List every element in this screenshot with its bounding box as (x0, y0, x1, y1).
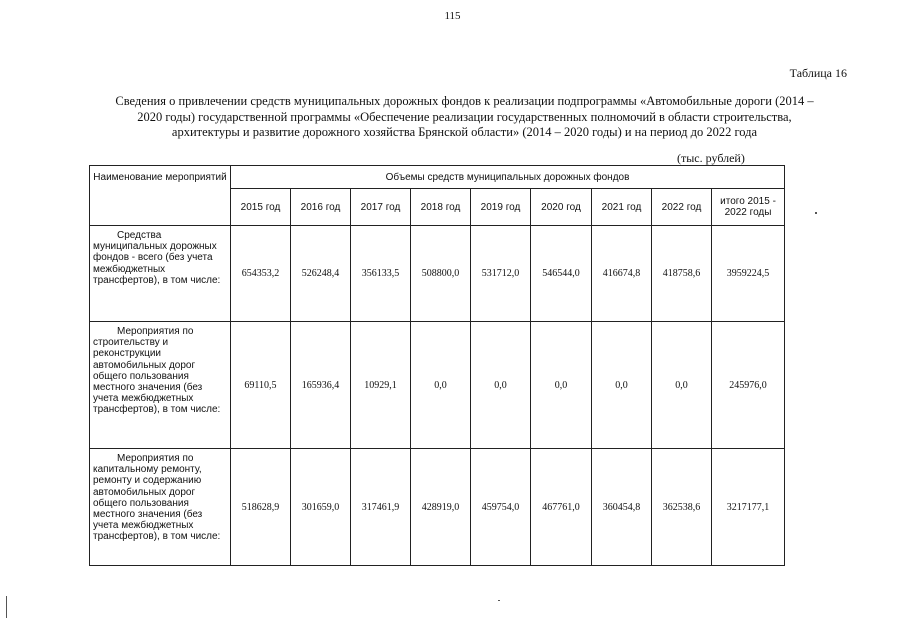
table-cell: 526248,4 (291, 226, 351, 322)
year-header: 2017 год (351, 189, 411, 226)
table-row (90, 226, 785, 322)
table-cell: 356133,5 (351, 226, 411, 322)
table-label: Таблица 16 (789, 66, 847, 80)
table-cell: 531712,0 (471, 226, 531, 322)
table-cell: 518628,9 (231, 449, 291, 566)
row-label (90, 449, 231, 566)
table-row (90, 449, 785, 566)
table-cell: 362538,6 (652, 449, 712, 566)
scan-mark (6, 596, 7, 618)
table-cell: 360454,8 (592, 449, 652, 566)
row-label-text: Средства муниципальных дорожных фондов - всего (без учета межбюджетных трансфертов), в том числе: (93, 230, 221, 286)
table-cell: 165936,4 (291, 322, 351, 449)
page-number: 115 (444, 10, 461, 22)
table-cell: 0,0 (531, 322, 592, 449)
table-cell: 301659,0 (291, 449, 351, 566)
row-label (90, 322, 231, 449)
total-header: итого 2015 - 2022 годы (712, 189, 785, 226)
table-cell: 428919,0 (411, 449, 471, 566)
document-title: Сведения о привлечении средств муниципальных дорожных фондов к реализации подпрограммы «Автомобильные дороги (2014 – 2020 годы) государственной программы «Обеспечение реализации государственных полномочий в области строительства, архитектуры и развитие дорожного хозяйства Брянской области» (2014 – 2020 годы) и на период до 2022 года (115, 94, 814, 139)
year-header: 2016 год (291, 189, 351, 226)
row-label (90, 226, 231, 322)
header-row-group (90, 166, 785, 189)
table-cell: 3217177,1 (712, 449, 785, 566)
table-cell: 546544,0 (531, 226, 592, 322)
scan-mark (498, 600, 500, 601)
table-cell: 416674,8 (592, 226, 652, 322)
year-header: 2015 год (231, 189, 291, 226)
table-cell: 245976,0 (712, 322, 785, 449)
table-cell: 317461,9 (351, 449, 411, 566)
table-cell: 459754,0 (471, 449, 531, 566)
funds-group-header: Объемы средств муниципальных дорожных фондов (231, 166, 785, 189)
row-label-text: Мероприятия по строительству и реконструкции автомобильных дорог общего пользования местного значения (без учета межбюджетных трансфертов), в том числе: (93, 326, 221, 416)
table-cell: 69110,5 (231, 322, 291, 449)
year-header: 2020 год (531, 189, 592, 226)
row-label-text: Мероприятия по капитальному ремонту, ремонту и содержанию автомобильных дорог общего пользования местного значения (без учета межбюджетных трансфертов), в том числе: (93, 453, 221, 543)
table-row (90, 322, 785, 449)
table-cell: 508800,0 (411, 226, 471, 322)
table-cell: 10929,1 (351, 322, 411, 449)
table-cell: 0,0 (592, 322, 652, 449)
scan-mark (815, 212, 817, 214)
table-cell: 0,0 (652, 322, 712, 449)
table-cell: 0,0 (411, 322, 471, 449)
year-header: 2018 год (411, 189, 471, 226)
name-column-header: Наименование мероприятий (90, 166, 231, 226)
year-header: 2019 год (471, 189, 531, 226)
units-label: (тыс. рублей) (677, 151, 745, 165)
funds-table (89, 165, 785, 566)
table-cell: 0,0 (471, 322, 531, 449)
table-cell: 3959224,5 (712, 226, 785, 322)
year-header: 2022 год (652, 189, 712, 226)
table-cell: 467761,0 (531, 449, 592, 566)
table-cell: 418758,6 (652, 226, 712, 322)
year-header: 2021 год (592, 189, 652, 226)
table-cell: 654353,2 (231, 226, 291, 322)
